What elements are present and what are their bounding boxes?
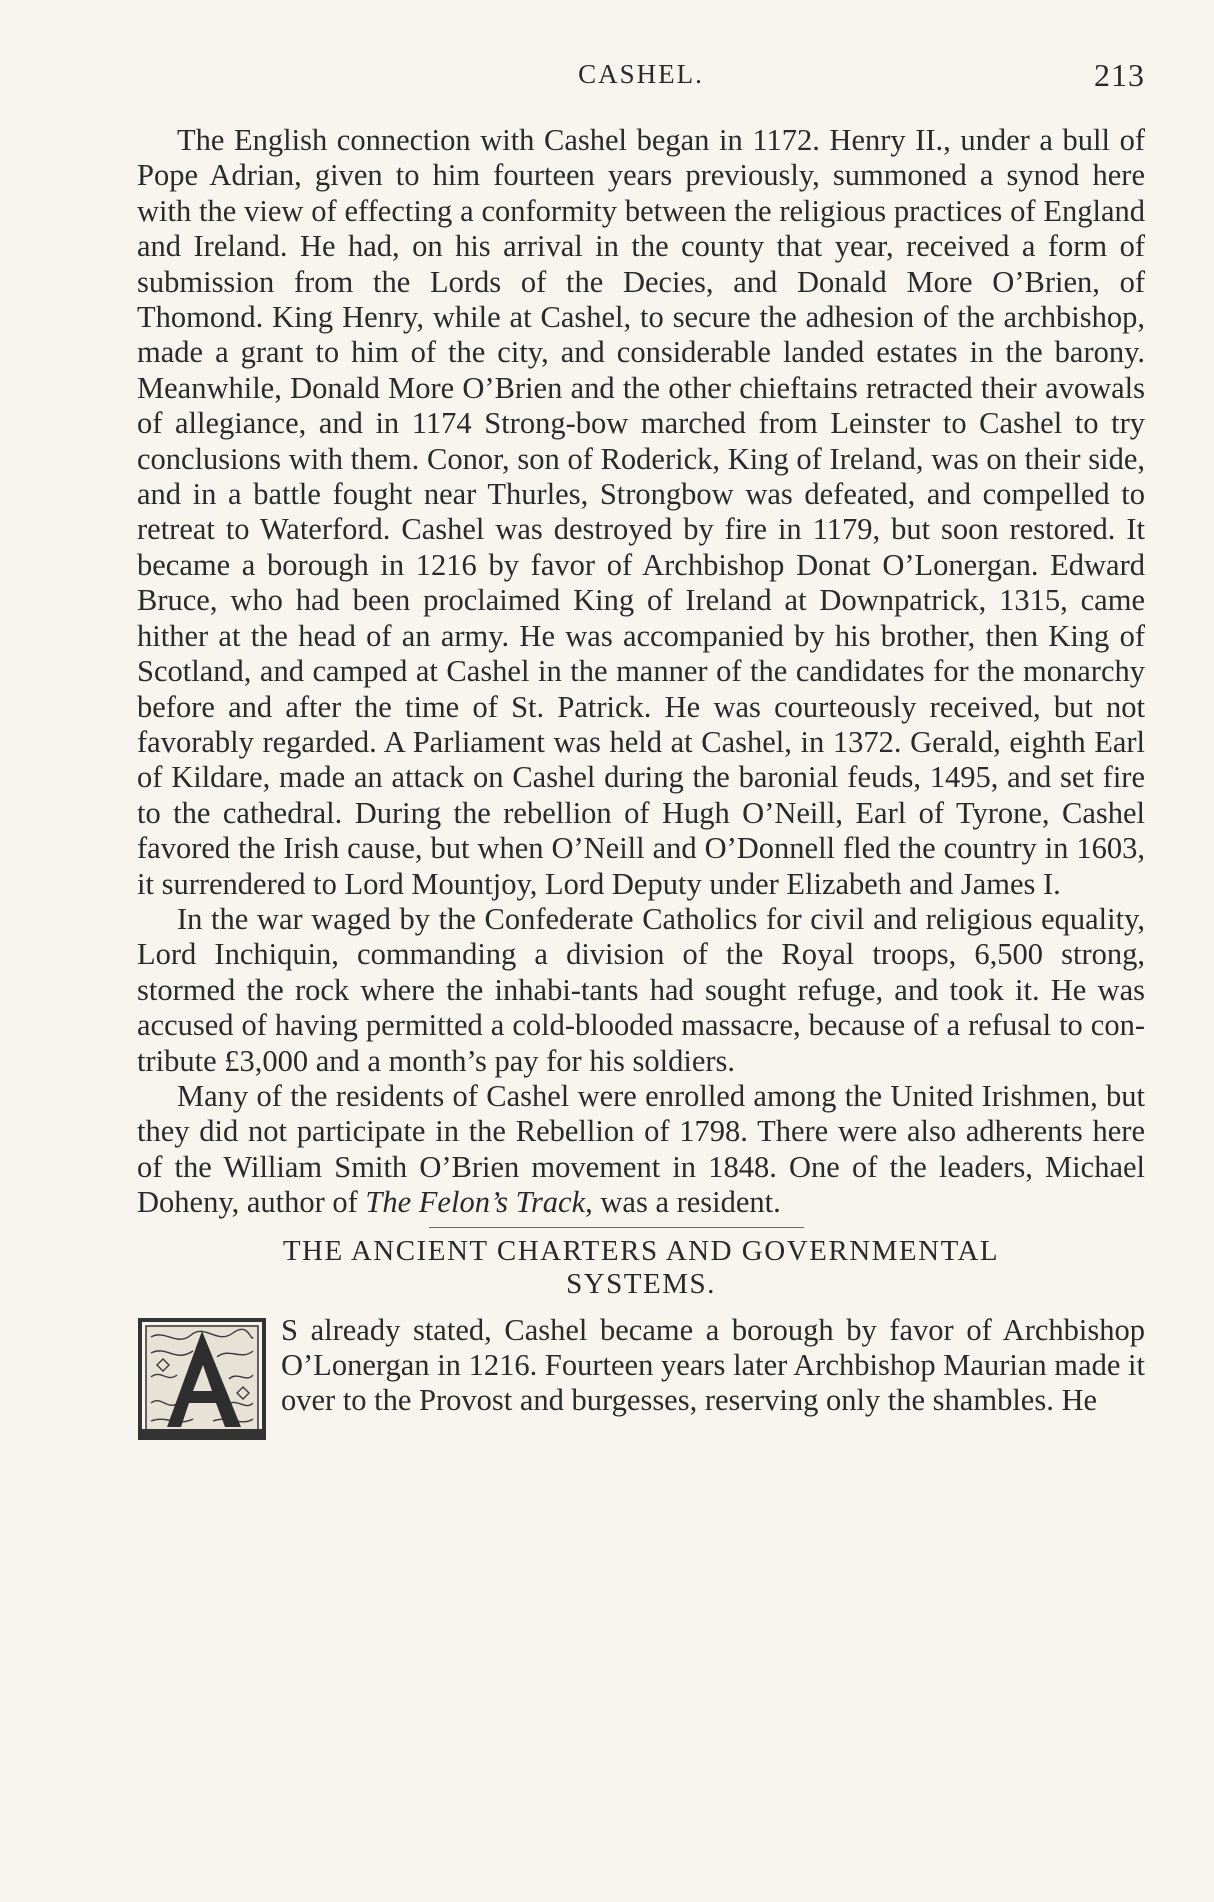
decorated-initial [137,1317,267,1441]
section-heading [137,1235,1145,1301]
section-heading-line-1: THE ANCIENT CHARTERS AND GOVERNMENTAL [282,1234,1000,1267]
paragraph-confederate-war: In the war waged by the Confederate Catholics for civil and religious equality, Lord Inchiquin, commanding a division of the Royal troops, 6,500 strong, stormed the rock where the inhabi-tants had sought refuge, and took it. He was accused of having permitted a cold-blooded massacre, because of a refusal to con-tribute £3,000 and a month’s pay for his soldiers. [137,901,1145,1078]
section-paragraph [137,1313,1145,1419]
section-paragraph-text: S already stated, Cashel became a borough by favor of Archbishop O’Lonergan in 1216. Fourteen years later Archbishop Maurian made it over to the Provost and burgesses, reserving only the shambles. He [281,1312,1145,1418]
paragraph-text-end: , was a resident. [585,1185,781,1220]
book-page [137,55,1145,1441]
section-body [137,1313,1145,1419]
heading-rule [429,1227,804,1228]
page-number: 213 [1094,57,1145,93]
paragraph-united-irishmen [137,1079,1145,1221]
book-title: The Felon’s Track [365,1185,586,1220]
paragraph-english-connection: The English connection with Cashel began in 1172. Henry II., under a bull of Pope Adrian, given to him fourteen years previously, summoned a synod here with the view of effecting a conformity between the religious practices of England and Ireland. He had, on his arrival in the county that year, received a form of submission from the Lords of the Decies, and Donald More O’Brien, of Thomond. King Henry, while at Cashel, to secure the adhesion of the archbishop, made a grant to him of the city, and considerable landed estates in the barony. Meanwhile, Donald More O’Brien and the other chieftains retracted their avowals of allegiance, and in 1174 Strong-bow marched from Leinster to Cashel to try conclusions with them. Conor, son of Roderick, King of Ireland, was on their side, and in a battle fought near Thurles, Strongbow was defeated, and compelled to retreat to Waterford. Cashel was destroyed by fire in 1179, but soon restored. It became a borough in 1216 by favor of Archbishop Donat O’Lonergan. Edward Bruce, who had been proclaimed King of Ireland at Downpatrick, 1315, came hither at the head of an army. He was accompanied by his brother, then King of Scotland, and camped at Cashel in the manner of the candidates for the monarchy before and after the time of St. Patrick. He was courteously received, but not favorably regarded. A Parliament was held at Cashel, in 1372. Gerald, eighth Earl of Kildare, made an attack on Cashel during the baronial feuds, 1495, and set fire to the cathedral. During the rebellion of Hugh O’Neill, Earl of Tyrone, Cashel favored the Irish cause, but when O’Neill and O’Donnell fled the country in 1603, it surrendered to Lord Mountjoy, Lord Deputy under Elizabeth and James I. [137,123,1145,901]
running-head [137,55,1145,95]
paragraph-text-start: Many of the residents of Cashel were enrolled among the United Irishmen, but they did not participate in the Rebellion of 1798. There were also adherents here of the William Smith O’Brien movement in 1848. One of the leaders, Michael Doheny, author of [137,1078,1145,1220]
decorated-initial-ornament [137,1317,267,1441]
section-heading-line-2: SYSTEMS. [566,1267,716,1300]
running-title: CASHEL. [578,59,704,89]
body-text [137,123,1145,1221]
